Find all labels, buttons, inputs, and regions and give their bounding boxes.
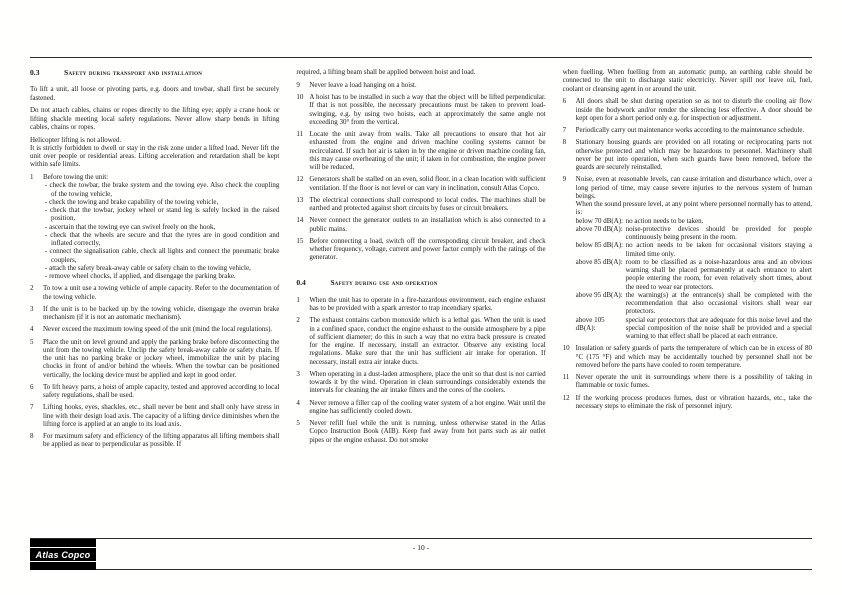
list-item [296,130,545,171]
item-number: 9 [296,80,300,89]
list-item [563,394,812,411]
item-number: 13 [296,195,304,204]
item-number: 14 [296,216,304,225]
column-1 [30,68,279,537]
db-description: special ear protectors that are adequate for this noise level and the special composition of the noise shall be provided and a special warning to that effect shall be placed at each entrance. [625,315,812,340]
paragraph: It is strictly forbidden to dwell or stay in the risk zone under a lifted load. Never lift the unit over people or residential areas. Lifting acceleration and retardation shall be kept within safe limits. [30,143,280,169]
item-number: 2 [30,284,34,293]
db-level: below 70 dB(A): [575,216,624,225]
item-number: 1 [296,295,300,304]
section-title: Safety during transport and installation [64,68,203,77]
page-number: - 10 - [412,543,430,552]
section-title: Safety during use and operation [330,277,438,287]
db-table-row [576,316,812,341]
item-number: 5 [30,337,34,346]
sub-item: - remove wheel chocks, if applied, and disengage the parking brake. [45,272,236,281]
logo-rule-bottom [30,561,96,562]
footer-rule-top [30,538,812,539]
list-item [296,216,545,233]
list-item [563,97,812,122]
list-item [296,296,545,313]
item-number: 7 [562,126,567,134]
list-item [296,81,545,89]
item-number: 3 [296,369,300,378]
item-text: Periodically carry out maintenance works according to the maintenance schedule. [575,126,805,134]
top-rule [30,57,812,58]
item-number: 15 [296,236,304,245]
column-2 [296,68,545,537]
item-text: Noise, even at reasonable levels, can cause irritation and disturbance which, over a long period of time, may cause severe injuries to the nervous system of human beings. [575,175,812,200]
db-table-row [576,258,812,291]
item-number: 12 [562,393,570,402]
paragraph: Helicopter lifting is not allowed. [30,135,122,144]
list-item [296,419,545,444]
item-number: 11 [296,130,304,138]
list-item [30,284,279,301]
list-item [30,403,279,428]
item-text: Never exceed the maximum towing speed of the unit (mind the local regulations). [43,325,273,334]
continuation-paragraph: required, a lifting beam shall be applied between hoist and load. [296,68,476,76]
item-text: Locate the unit away from walls. Take all precautions to ensure that hot air exhausted from the engine and driven machine cooling systems cannot be recirculated. If such hot air is taken in by the engine or driven machine cooling fan, this may cause overheating of the unit; if taken in for combustion, the engine power will be reduced. [309,130,546,171]
item-text: If the unit is to be backed up by the towing vehicle, disengage the overrun brake mechanism (if it is not an automatic mechanism). [43,304,280,322]
item-text: Never remove a filler cap of the cooling water system of a hot engine. Wait until the engine has sufficiently cooled down. [309,398,546,415]
item-text: When the unit has to operate in a fire-hazardous environment, each engine exhaust has to be provided with a spark arrestor to trap incendiary sparks. [309,295,546,313]
list-item [296,175,545,192]
item-text: Before towing the unit: [43,173,109,182]
section-number: 0.3 [30,68,40,77]
item-number: 4 [296,398,300,407]
item-text: To tow a unit use a towing vehicle of ample capacity. Refer to the documentation of the towing vehicle. [43,284,280,301]
section-number: 0.4 [296,277,306,287]
item-text: The exhaust contains carbon monoxide which is a lethal gas. When the unit is used in a confined space, conduct the engine exhaust to the outside atmosphere by a pipe of sufficient diameter; do this in such a way that no extra back pressure is created for the engine. If necessary, install an extractor. Observe any existing local regulations. Make sure that the unit has sufficient air intake for operation. If necessary, install extra air intake ducts. [309,316,546,366]
item-number: 4 [30,325,34,334]
section-heading-use [296,278,545,287]
item-text: All doors shall be shut during operation so as not to disturb the cooling air flow inside the bodywork and/or render the silencing less effective. A door should be kept open for a short period only e.g. for inspection or adjustment. [575,97,812,122]
column-3 [563,68,812,537]
db-table-row [576,217,812,225]
item-number: 5 [296,419,300,428]
item-number: 12 [296,175,304,184]
section-heading-transport [30,68,279,77]
list-item-noise [563,175,812,340]
item-number: 6 [562,97,567,106]
item-text: Place the unit on level ground and apply the parking brake before disconnecting the unit from the towing vehicle. Unclip the safety break-away cable or safety chain. If the unit has no parking brake or jockey wheel, immobilize the unit by placing chocks in front of and/or behind the wheels. When the towbar can be positioned vertically, the locking device must be applied and kept in good order. [43,337,280,379]
db-level: above 70 dB(A): [575,224,623,233]
item-number: 1 [30,173,34,182]
sub-item: - check the towbar, the brake system and the towing eye. Also check the coupling of the towing vehicle, [45,181,280,198]
continuation-paragraph: when fuelling. When fuelling from an automatic pump, an earthing cable should be connected to the unit to discharge static electricity. Never spill nor leave oil, fuel, coolant or cleansing agent in or around the unit. [562,68,812,93]
sub-item: - check that the wheels are secure and that the tyres are in good condition and inflated correctly, [45,230,280,248]
item-text: Stationary housing guards are provided on all rotating or reciprocating parts not otherwise protected and which may be hazardous to personnel. Machinery shall never be put into operation, when such guards have been removed, before the guards are securely reinstalled. [575,138,812,171]
db-level: above 95 dB(A): [575,290,623,299]
db-description: room to be classified as a noise-hazardous area and an obvious warning shall be placed permanently at each entrance to alert people entering the room, for even relatively short times, about the need to wear ear protectors. [625,257,812,291]
item-text: Lifting hooks, eyes, shackles, etc., shall never be bent and shall only have stress in line with their design load axis. The capacity of a lifting device diminishes when the lifting force is applied at an angle to its load axis. [43,403,280,428]
list-item [30,173,279,280]
logo-wordmark: Atlas Copco [35,549,91,560]
item-number: 8 [30,432,34,441]
item-text: If the working process produces fumes, dust or vibration hazards, etc., take the necessary steps to eliminate the risk of personnel injury. [575,393,812,410]
db-description: noise-protective devices should be provided for people continuously being present in the room. [625,224,812,241]
footer-rule-bottom [30,569,812,570]
list-item [30,305,279,322]
item-number: 6 [30,382,34,391]
item-body [43,173,279,280]
item-number: 8 [562,138,567,147]
list-item [296,93,545,126]
item-text: When the sound pressure level, at any point where personnel normally has to attend, is: [575,200,812,217]
item-number: 11 [562,373,570,381]
sub-item: - ascertain that the towing eye can swivel freely on the hook, [45,222,216,231]
db-level: below 85 dB(A): [575,241,624,250]
item-text: Never leave a load hanging on a hoist. [309,80,417,89]
db-level: above 105 dB(A): [575,315,605,332]
item-text: Never operate the unit in surroundings where there is a possibility of taking in flammable or toxic fumes. [575,373,812,390]
list-item [296,237,545,262]
item-text: When operating in a dust-laden atmosphere, place the unit so that dust is not carried towards it by the wind. Operation in clean surroundings considerably extends the intervals for cleaning the air intake filters and the cores of the coolers. [309,369,546,395]
atlas-copco-logo [30,539,96,570]
sub-item: - check that the towbar, jockey wheel or stand leg is safely locked in the raised position, [45,206,280,223]
content-columns [30,68,812,537]
item-text: Generators shall be stalled on an even, solid floor, in a clean location with sufficient ventilation. If the floor is not level or can vary in inclination, consult Atlas Copco. [309,175,546,192]
paragraph: To lift a unit, all loose or pivoting parts, e.g. doors and towbar, shall first be securely fastened. [30,85,280,102]
item-text: A hoist has to be installed in such a way that the object will be lifted perpendicular. If that is not possible, the necessary precautions must be taken to prevent load-swinging, e.g. by using two hoists, each at approximately the same angle not exceeding 30° from the vertical. [309,93,546,126]
db-level: above 85 dB(A): [575,257,623,266]
item-text: The electrical connections shall correspond to local codes. The machines shall be earthed and protected against short circuits by fuses or circuit breakers. [309,195,546,212]
item-number: 10 [562,344,570,353]
list-item [30,338,279,379]
item-text: To lift heavy parts, a hoist of ample capacity, tested and approved according to local safety regulations, shall be used. [43,382,280,400]
list-item [30,383,279,400]
sub-item: - check the towing and brake capability of the towing vehicle, [45,197,219,206]
list-item [563,126,812,134]
sub-item: - connect the signalisation cable, check all lights and connect the pneumatic brake couplers, [45,247,280,264]
item-text: For maximum safety and efficiency of the lifting apparatus all lifting members shall be applied as near to perpendicular as possible. If [43,432,280,449]
paragraph: Do not attach cables, chains or ropes directly to the lifting eye; apply a crane hook or lifting shackle meeting local safety regulations. Never allow sharp bends in lifting cables, chains or ropes. [30,106,280,131]
item-body [576,175,812,340]
list-item [563,373,812,390]
list-item [30,325,279,333]
item-number: 10 [296,93,304,101]
list-item [563,138,812,171]
item-number: 7 [30,403,34,412]
item-text: Never refill fuel while the unit is running, unless otherwise stated in the Atlas Copco Instruction Book (AIB). Keep fuel away from hot parts such as air outlet pipes or the engine exhaust. Do not smoke [309,419,546,444]
list-item [563,344,812,369]
list-item [296,399,545,416]
db-description: the warning(s) at the entrance(s) shall be completed with the recommendation that also occasional visitors shall wear ear protectors. [625,290,812,316]
item-number: 9 [562,175,567,184]
db-table-row [576,241,812,258]
db-description: no action needs to be taken for occasional visitors staying a limited time only. [625,241,812,258]
db-table-row [576,291,812,316]
db-description: no action needs to be taken. [625,216,704,225]
item-number: 3 [30,304,34,313]
item-text: Before connecting a load, switch off the corresponding circuit breaker, and check whether frequency, voltage, current and power factor comply with the ratings of the generator. [309,236,546,262]
item-text: Never connect the generator outlets to an installation which is also connected to a public mains. [309,216,546,233]
db-table-row [576,225,812,242]
list-item [30,432,279,449]
item-text: Insulation or safety guards of parts the temperature of which can be in excess of 80 °C (175 °F) and which may be accidentally touched by personnel shall not be removed before the parts have cooled to room temperature. [575,344,812,369]
list-item [296,196,545,213]
sub-item: - attach the safety break-away cable or safety chain to the towing vehicle, [45,263,251,272]
list-item [296,316,545,366]
list-item [296,370,545,395]
item-number: 2 [296,316,300,325]
